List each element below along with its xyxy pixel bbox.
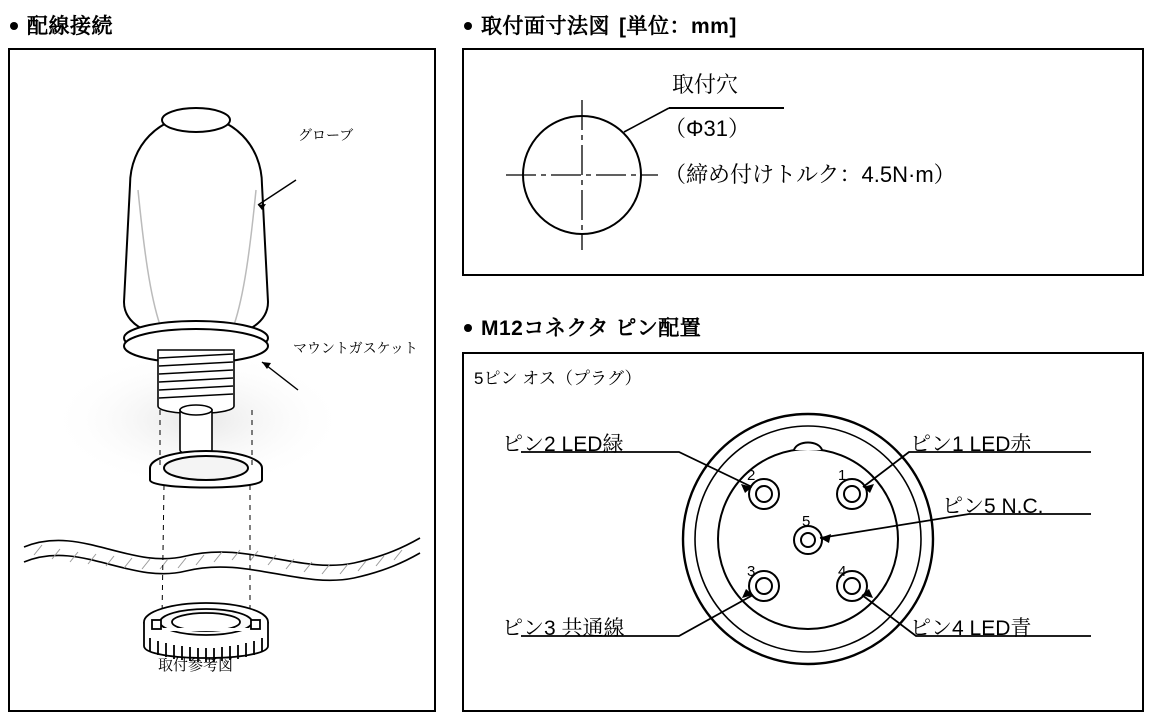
wiring-section-heading bbox=[10, 10, 113, 40]
bullet-icon bbox=[464, 324, 472, 332]
mounting-dimension-panel bbox=[462, 48, 1144, 276]
wiring-diagram-panel bbox=[8, 48, 436, 712]
mounting-section-title: 取付面寸法図 bbox=[481, 15, 610, 38]
mount-hole-diameter: （Φ31） bbox=[664, 116, 751, 141]
mount-hole-label: 取付穴 bbox=[672, 72, 739, 97]
pin-label-2: ピン2 LED緑 bbox=[502, 433, 624, 456]
bullet-icon bbox=[10, 22, 18, 30]
connector-section-heading bbox=[464, 312, 701, 342]
connector-type-note: 5ピン オス（プラグ） bbox=[474, 369, 642, 388]
connector-section-title: M12コネクタ ピン配置 bbox=[481, 317, 702, 340]
wiring-caption: 取付参考図 bbox=[158, 657, 234, 674]
connector-pinout-illustration bbox=[464, 354, 1142, 710]
svg-text:2: 2 bbox=[747, 467, 756, 484]
svg-text:3: 3 bbox=[747, 563, 756, 580]
connector-pinout-panel bbox=[462, 352, 1144, 712]
pin-label-3: ピン3 共通線 bbox=[502, 617, 625, 640]
bullet-icon bbox=[464, 22, 472, 30]
pin-label-4: ピン4 LED青 bbox=[910, 617, 1032, 640]
wiring-section-title: 配線接続 bbox=[27, 15, 113, 38]
mount-torque-note: （締め付けトルク：4.5N·m） bbox=[664, 162, 956, 187]
mounting-section-heading bbox=[464, 10, 737, 40]
svg-text:4: 4 bbox=[838, 563, 847, 580]
wiring-illustration bbox=[10, 50, 434, 710]
svg-text:1: 1 bbox=[838, 467, 847, 484]
globe-label: グローブ bbox=[298, 127, 354, 143]
mounting-section-unit: [単位：mm] bbox=[619, 15, 737, 38]
mount-gasket-label: マウントガスケット bbox=[293, 340, 418, 356]
svg-text:5: 5 bbox=[802, 513, 811, 530]
pin-label-5: ピン5 N.C. bbox=[942, 495, 1044, 518]
pin-label-1: ピン1 LED赤 bbox=[910, 433, 1032, 456]
